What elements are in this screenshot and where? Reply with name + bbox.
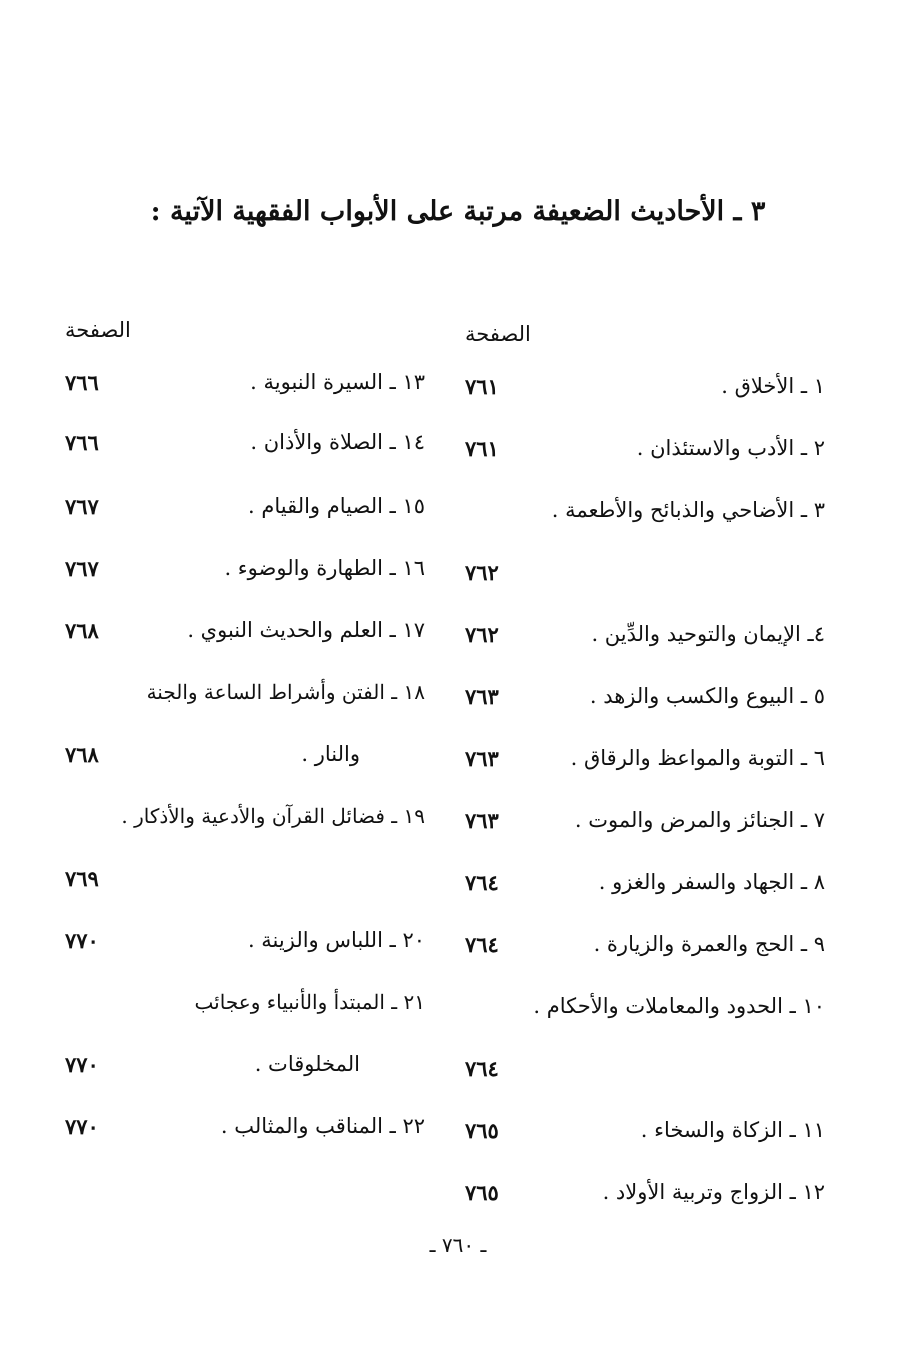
list-item <box>455 1180 825 1220</box>
list-item <box>455 1056 825 1096</box>
item-page-number: ٧٦٣ <box>465 808 499 833</box>
item-page-number: ٧٦٤ <box>465 1056 499 1081</box>
item-page-number: ٧٦٢ <box>465 560 499 585</box>
left-page-header: الصفحة <box>65 318 131 342</box>
list-item <box>455 1118 825 1158</box>
list-item <box>55 1052 425 1092</box>
item-label: ١٤ ـ الصلاة والأذان . <box>250 430 425 454</box>
item-page-number: ٧٦٥ <box>465 1180 499 1205</box>
list-item <box>455 808 825 848</box>
item-label: ١٦ ـ الطهارة والوضوء . <box>224 556 425 580</box>
item-page-number: ٧٦٤ <box>465 870 499 895</box>
list-item <box>55 430 425 470</box>
item-label: ٢٢ ـ المناقب والمثالب . <box>220 1114 425 1138</box>
list-item <box>55 866 425 906</box>
item-label: ١٨ ـ الفتن وأشراط الساعة والجنة <box>146 680 425 704</box>
item-page-number: ٧٦١ <box>465 374 499 399</box>
list-item <box>55 494 425 534</box>
section-title: ٣ ـ الأحاديث الضعيفة مرتبة على الأبواب الفقهية الآتية : <box>150 196 766 227</box>
item-label: المخلوقات . <box>254 1052 360 1076</box>
item-label: ١١ ـ الزكاة والسخاء . <box>640 1118 825 1142</box>
item-page-number: ٧٦٢ <box>465 622 499 647</box>
item-label: ١ ـ الأخلاق . <box>721 374 825 398</box>
item-page-number: ٧٦٦ <box>65 430 99 455</box>
page-number-footer: ـ ٧٦٠ ـ <box>429 1233 487 1257</box>
item-label: ١٠ ـ الحدود والمعاملات والأحكام . <box>533 994 825 1018</box>
list-item <box>55 370 425 410</box>
item-page-number: ٧٦٣ <box>465 746 499 771</box>
list-item <box>455 870 825 910</box>
item-label: والنار . <box>301 742 360 766</box>
list-item <box>55 928 425 968</box>
item-label: ٤ـ الإيمان والتوحيد والدِّين . <box>591 622 825 646</box>
item-label: ١٧ ـ العلم والحديث النبوي . <box>187 618 425 642</box>
item-label: ١٩ ـ فضائل القرآن والأدعية والأذكار . <box>121 804 425 828</box>
list-item <box>455 994 825 1034</box>
list-item <box>55 618 425 658</box>
list-item <box>455 622 825 662</box>
list-item <box>455 374 825 414</box>
list-item <box>455 684 825 724</box>
list-item <box>55 804 425 844</box>
item-page-number: ٧٦٨ <box>65 742 99 767</box>
item-page-number: ٧٦٧ <box>65 556 99 581</box>
list-item <box>455 560 825 600</box>
item-page-number: ٧٦٧ <box>65 494 99 519</box>
item-label: ٣ ـ الأضاحي والذبائح والأطعمة . <box>551 498 825 522</box>
item-page-number: ٧٧٠ <box>65 1114 99 1139</box>
list-item <box>55 742 425 782</box>
item-page-number: ٧٦٥ <box>465 1118 499 1143</box>
item-label: ٢٠ ـ اللباس والزينة . <box>247 928 425 952</box>
right-column <box>455 0 825 1357</box>
list-item <box>455 498 825 538</box>
item-page-number: ٧٦٦ <box>65 370 99 395</box>
list-item <box>55 556 425 596</box>
right-page-header: الصفحة <box>465 322 531 346</box>
item-page-number: ٧٧٠ <box>65 928 99 953</box>
item-page-number: ٧٦٣ <box>465 684 499 709</box>
list-item <box>455 436 825 476</box>
list-item <box>55 990 425 1030</box>
item-label: ١٥ ـ الصيام والقيام . <box>247 494 425 518</box>
list-item <box>455 932 825 972</box>
item-label: ٢ ـ الأدب والاستئذان . <box>636 436 825 460</box>
item-label: ٥ ـ البيوع والكسب والزهد . <box>589 684 825 708</box>
item-label: ٧ ـ الجنائز والمرض والموت . <box>574 808 825 832</box>
item-label: ٩ ـ الحج والعمرة والزيارة . <box>593 932 825 956</box>
left-column <box>55 0 425 1357</box>
list-item <box>55 680 425 720</box>
item-page-number: ٧٦١ <box>465 436 499 461</box>
item-page-number: ٧٦٤ <box>465 932 499 957</box>
item-label: ١٢ ـ الزواج وتربية الأولاد . <box>602 1180 825 1204</box>
item-label: ١٣ ـ السيرة النبوية . <box>250 370 425 394</box>
list-item <box>55 1114 425 1154</box>
list-item <box>455 746 825 786</box>
item-page-number: ٧٦٩ <box>65 866 99 891</box>
item-label: ٢١ ـ المبتدأ والأنبياء وعجائب <box>194 990 425 1014</box>
item-page-number: ٧٧٠ <box>65 1052 99 1077</box>
item-page-number: ٧٦٨ <box>65 618 99 643</box>
item-label: ٨ ـ الجهاد والسفر والغزو . <box>598 870 825 894</box>
item-label: ٦ ـ التوبة والمواعظ والرقاق . <box>570 746 825 770</box>
